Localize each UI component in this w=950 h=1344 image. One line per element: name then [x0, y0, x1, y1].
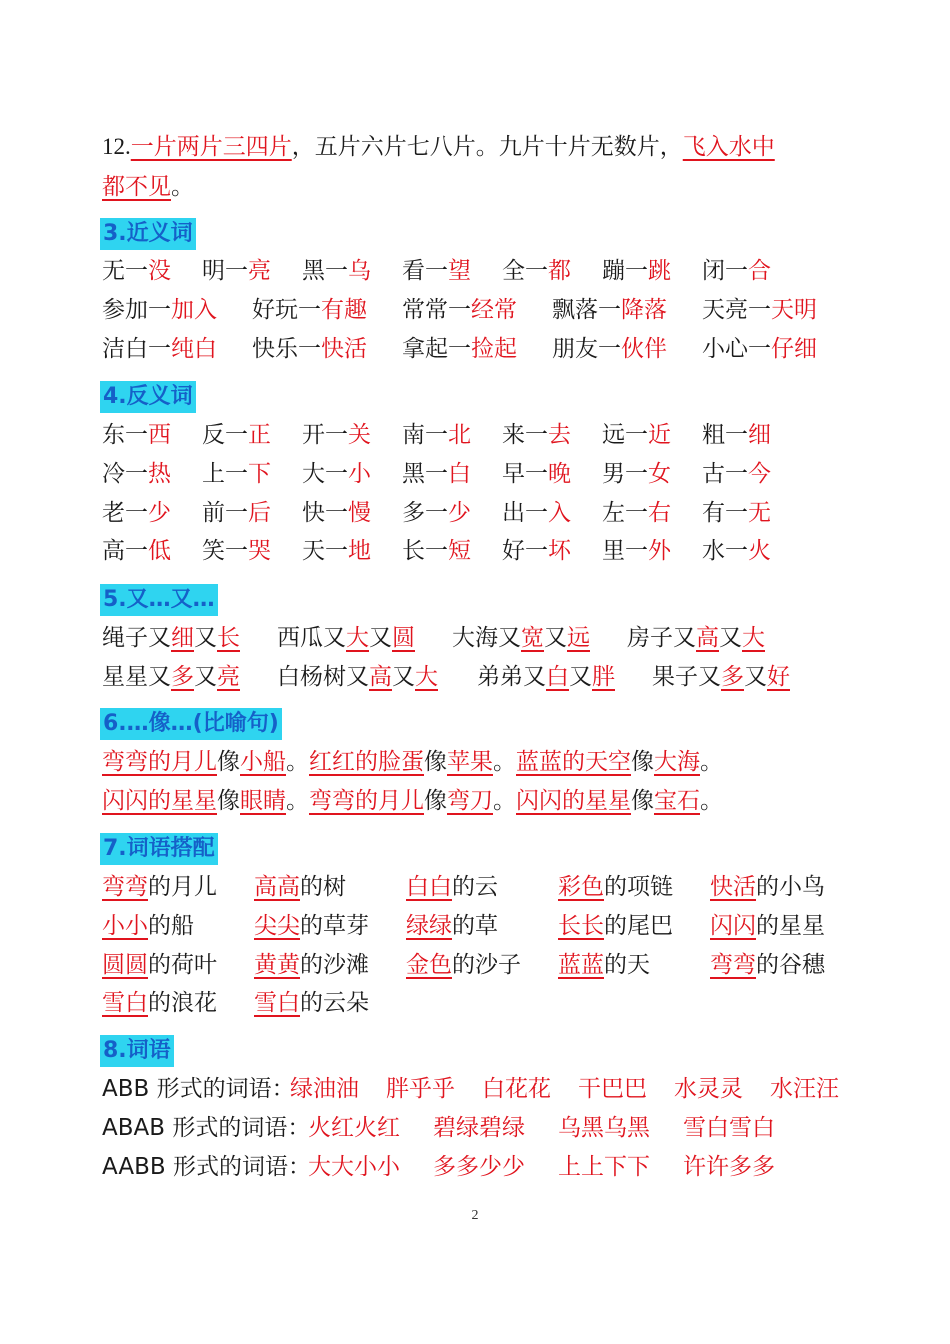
you-adj-2: 亮 — [217, 664, 240, 690]
antonym-word: 上一 — [202, 461, 248, 487]
synonym-pair — [102, 334, 217, 364]
collocation-modifier: 长长 — [558, 913, 604, 939]
synonym-answer: 有趣 — [321, 297, 367, 323]
antonym-word: 有一 — [702, 500, 748, 526]
you-subject: 房子又 — [627, 625, 696, 651]
you-adj-1: 细 — [171, 625, 194, 651]
you-phrase — [652, 662, 790, 692]
synonym-answer: 跳 — [648, 258, 671, 284]
word-form-item: 干巴巴 — [578, 1076, 647, 1102]
synonym-word: 蹦一 — [602, 258, 648, 284]
synonym-pair — [602, 256, 671, 286]
simile-object: 弯刀 — [447, 788, 493, 814]
you-connector: 又 — [194, 664, 217, 690]
collocation-noun: 的草芽 — [300, 913, 369, 939]
collocation-modifier: 快活 — [710, 874, 756, 900]
you-phrase — [452, 623, 590, 653]
antonym-pair — [502, 536, 571, 566]
synonym-pair — [702, 334, 817, 364]
antonym-word: 来一 — [502, 422, 548, 448]
you-subject: 弟弟又 — [477, 664, 546, 690]
you-adj-1: 多 — [721, 664, 744, 690]
synonym-word: 好玩一 — [252, 297, 321, 323]
antonym-pair — [302, 536, 371, 566]
poem-part3: 飞入水中 — [682, 134, 775, 160]
you-adj-1: 高 — [696, 625, 719, 651]
antonym-answer: 下 — [248, 461, 271, 487]
antonym-word: 黑一 — [402, 461, 448, 487]
collocation-item — [102, 911, 194, 941]
collocation-modifier: 蓝蓝 — [558, 952, 604, 978]
simile-line — [102, 786, 723, 816]
word-form-label: ABAB 形式的词语： — [102, 1115, 311, 1141]
collocation-item — [102, 950, 217, 980]
antonym-word: 南一 — [402, 422, 448, 448]
antonym-word: 高一 — [102, 538, 148, 564]
antonym-answer: 女 — [648, 461, 671, 487]
antonym-answer: 近 — [648, 422, 671, 448]
poem-part5: 。 — [171, 174, 194, 200]
antonym-pair — [402, 498, 471, 528]
antonym-word: 男一 — [602, 461, 648, 487]
collocation-item — [558, 950, 650, 980]
collocation-item — [406, 950, 521, 980]
synonym-word: 看一 — [402, 258, 448, 284]
word-form-item: 上上下下 — [558, 1154, 650, 1180]
simile-like: 像 — [424, 788, 447, 814]
antonym-answer: 后 — [248, 500, 271, 526]
collocation-noun: 的项链 — [604, 874, 673, 900]
synonym-word: 闭一 — [702, 258, 748, 284]
antonym-pair — [402, 420, 471, 450]
collocation-item — [102, 872, 217, 902]
antonym-word: 粗一 — [702, 422, 748, 448]
collocation-item — [558, 911, 673, 941]
antonym-answer: 慢 — [348, 500, 371, 526]
simile-period: 。 — [700, 788, 723, 814]
synonym-pair — [102, 256, 171, 286]
synonym-word: 常常一 — [402, 297, 471, 323]
antonym-answer: 右 — [648, 500, 671, 526]
poem-line-2 — [102, 172, 194, 202]
synonym-word: 黑一 — [302, 258, 348, 284]
collocation-modifier: 白白 — [406, 874, 452, 900]
simile-subject: 弯弯的月儿 — [309, 788, 424, 814]
antonym-pair — [202, 498, 271, 528]
antonym-pair — [702, 459, 771, 489]
simile-object: 苹果 — [447, 749, 493, 775]
antonym-answer: 热 — [148, 461, 171, 487]
you-adj-1: 高 — [369, 664, 392, 690]
synonym-answer: 快活 — [321, 336, 367, 362]
simile-object: 小船 — [240, 749, 286, 775]
antonym-pair — [102, 459, 171, 489]
you-connector: 又 — [369, 625, 392, 651]
heading-simile: 6.…像…(比喻句) — [100, 708, 282, 740]
collocation-modifier: 绿绿 — [406, 913, 452, 939]
you-phrase — [627, 623, 765, 653]
antonym-word: 老一 — [102, 500, 148, 526]
antonym-answer: 无 — [748, 500, 771, 526]
antonym-answer: 北 — [448, 422, 471, 448]
simile-period: 。 — [700, 749, 723, 775]
you-connector: 又 — [194, 625, 217, 651]
antonym-answer: 晚 — [548, 461, 571, 487]
antonym-answer: 去 — [548, 422, 571, 448]
you-adj-1: 宽 — [521, 625, 544, 651]
word-form-item: 火红火红 — [308, 1115, 400, 1141]
antonym-pair — [502, 498, 571, 528]
antonym-answer: 西 — [148, 422, 171, 448]
heading-you: 5.又…又… — [100, 584, 218, 616]
synonym-word: 洁白一 — [102, 336, 171, 362]
you-connector: 又 — [569, 664, 592, 690]
antonym-pair — [602, 459, 671, 489]
antonym-word: 早一 — [502, 461, 548, 487]
antonym-answer: 短 — [448, 538, 471, 564]
collocation-item — [710, 872, 825, 902]
you-phrase — [102, 662, 240, 692]
antonym-word: 前一 — [202, 500, 248, 526]
antonym-answer: 地 — [348, 538, 371, 564]
antonym-pair — [202, 420, 271, 450]
you-adj-2: 圆 — [392, 625, 415, 651]
poem-part2: ，五片六片七八片。九片十片无数片， — [291, 134, 683, 160]
antonym-pair — [502, 459, 571, 489]
synonym-answer: 天明 — [771, 297, 817, 323]
collocation-noun: 的云 — [452, 874, 498, 900]
synonym-pair — [402, 295, 517, 325]
synonym-word: 明一 — [202, 258, 248, 284]
antonym-word: 开一 — [302, 422, 348, 448]
antonym-pair — [702, 536, 771, 566]
antonym-word: 长一 — [402, 538, 448, 564]
antonym-word: 大一 — [302, 461, 348, 487]
poem-line-1 — [102, 132, 775, 162]
synonym-answer: 纯白 — [171, 336, 217, 362]
simile-subject: 蓝蓝的天空 — [516, 749, 631, 775]
antonym-answer: 外 — [648, 538, 671, 564]
synonym-pair — [102, 295, 217, 325]
synonym-answer: 亮 — [248, 258, 271, 284]
antonym-answer: 哭 — [248, 538, 271, 564]
collocation-noun: 的树 — [300, 874, 346, 900]
antonym-answer: 正 — [248, 422, 271, 448]
collocation-noun: 的小鸟 — [756, 874, 825, 900]
poem-part1: 一片两片三四片 — [130, 134, 292, 160]
collocation-item — [406, 872, 498, 902]
synonym-pair — [252, 295, 367, 325]
you-subject: 白杨树又 — [277, 664, 369, 690]
antonym-answer: 少 — [448, 500, 471, 526]
simile-period: 。 — [493, 788, 516, 814]
antonym-pair — [402, 536, 471, 566]
antonym-pair — [702, 420, 771, 450]
synonym-word: 快乐一 — [252, 336, 321, 362]
synonym-word: 参加一 — [102, 297, 171, 323]
collocation-modifier: 金色 — [406, 952, 452, 978]
collocation-modifier: 高高 — [254, 874, 300, 900]
antonym-word: 多一 — [402, 500, 448, 526]
simile-period: 。 — [493, 749, 516, 775]
you-subject: 西瓜又 — [277, 625, 346, 651]
collocation-modifier: 小小 — [102, 913, 148, 939]
simile-object: 宝石 — [654, 788, 700, 814]
synonym-pair — [302, 256, 371, 286]
simile-period: 。 — [286, 788, 309, 814]
antonym-pair — [202, 459, 271, 489]
collocation-item — [710, 950, 825, 980]
word-form-item: 大大小小 — [308, 1154, 400, 1180]
antonym-pair — [302, 420, 371, 450]
simile-like: 像 — [217, 749, 240, 775]
antonym-word: 笑一 — [202, 538, 248, 564]
you-connector: 又 — [392, 664, 415, 690]
simile-object: 大海 — [654, 749, 700, 775]
simile-like: 像 — [424, 749, 447, 775]
synonym-word: 飘落一 — [552, 297, 621, 323]
antonym-pair — [102, 536, 171, 566]
word-form-label: AABB 形式的词语： — [102, 1154, 311, 1180]
synonym-answer: 降落 — [621, 297, 667, 323]
you-phrase — [477, 662, 615, 692]
antonym-pair — [302, 459, 371, 489]
collocation-noun: 的浪花 — [148, 990, 217, 1016]
synonym-word: 天亮一 — [702, 297, 771, 323]
antonym-answer: 细 — [748, 422, 771, 448]
word-form-item: 白花花 — [482, 1076, 551, 1102]
collocation-noun: 的尾巴 — [604, 913, 673, 939]
page-number: 2 — [471, 1208, 479, 1223]
collocation-item — [102, 988, 217, 1018]
simile-subject: 闪闪的星星 — [516, 788, 631, 814]
word-form-item: 水灵灵 — [674, 1076, 743, 1102]
collocation-noun: 的天 — [604, 952, 650, 978]
collocation-modifier: 弯弯 — [102, 874, 148, 900]
synonym-pair — [402, 334, 517, 364]
you-phrase — [277, 623, 415, 653]
antonym-answer: 火 — [748, 538, 771, 564]
you-phrase — [277, 662, 438, 692]
synonym-answer: 捡起 — [471, 336, 517, 362]
antonym-word: 出一 — [502, 500, 548, 526]
collocation-noun: 的荷叶 — [148, 952, 217, 978]
antonym-answer: 入 — [548, 500, 571, 526]
word-form-item: 雪白雪白 — [683, 1115, 775, 1141]
antonym-word: 左一 — [602, 500, 648, 526]
heading-collocation: 7.词语搭配 — [100, 833, 218, 865]
antonym-pair — [302, 498, 371, 528]
antonym-answer: 今 — [748, 461, 771, 487]
you-phrase — [102, 623, 240, 653]
antonym-word: 古一 — [702, 461, 748, 487]
heading-antonyms: 4.反义词 — [100, 381, 196, 413]
antonym-pair — [502, 420, 571, 450]
collocation-noun: 的沙子 — [452, 952, 521, 978]
synonym-word: 全一 — [502, 258, 548, 284]
collocation-modifier: 尖尖 — [254, 913, 300, 939]
antonym-word: 快一 — [302, 500, 348, 526]
antonym-pair — [602, 420, 671, 450]
antonym-pair — [102, 498, 171, 528]
antonym-pair — [202, 536, 271, 566]
antonym-pair — [602, 498, 671, 528]
simile-like: 像 — [631, 788, 654, 814]
synonym-pair — [702, 256, 771, 286]
synonym-answer: 合 — [748, 258, 771, 284]
heading-synonyms: 3.近义词 — [100, 218, 196, 250]
synonym-answer: 都 — [548, 258, 571, 284]
simile-subject: 弯弯的月儿 — [102, 749, 217, 775]
you-adj-2: 大 — [742, 625, 765, 651]
you-adj-2: 长 — [217, 625, 240, 651]
synonym-pair — [252, 334, 367, 364]
you-subject: 星星又 — [102, 664, 171, 690]
you-connector: 又 — [719, 625, 742, 651]
collocation-item — [254, 988, 369, 1018]
synonym-answer: 伙伴 — [621, 336, 667, 362]
you-adj-2: 远 — [567, 625, 590, 651]
antonym-answer: 关 — [348, 422, 371, 448]
synonym-pair — [402, 256, 471, 286]
collocation-modifier: 黄黄 — [254, 952, 300, 978]
you-adj-2: 好 — [767, 664, 790, 690]
word-form-label: ABB 形式的词语： — [102, 1076, 295, 1102]
collocation-modifier: 雪白 — [102, 990, 148, 1016]
antonym-answer: 白 — [448, 461, 471, 487]
you-adj-2: 胖 — [592, 664, 615, 690]
collocation-item — [710, 911, 825, 941]
collocation-noun: 的星星 — [756, 913, 825, 939]
antonym-pair — [402, 459, 471, 489]
collocation-noun: 的船 — [148, 913, 194, 939]
you-adj-1: 大 — [346, 625, 369, 651]
collocation-item — [558, 872, 673, 902]
simile-like: 像 — [631, 749, 654, 775]
heading-words: 8.词语 — [100, 1035, 174, 1067]
you-adj-1: 白 — [546, 664, 569, 690]
poem-number: 12. — [102, 134, 131, 159]
antonym-answer: 少 — [148, 500, 171, 526]
collocation-noun: 的沙滩 — [300, 952, 369, 978]
word-form-item: 绿油油 — [290, 1076, 359, 1102]
antonym-pair — [102, 420, 171, 450]
collocation-noun: 的草 — [452, 913, 498, 939]
synonym-word: 拿起一 — [402, 336, 471, 362]
antonym-answer: 小 — [348, 461, 371, 487]
synonym-answer: 望 — [448, 258, 471, 284]
simile-object: 眼睛 — [240, 788, 286, 814]
collocation-modifier: 弯弯 — [710, 952, 756, 978]
collocation-item — [406, 911, 498, 941]
word-form-item: 碧绿碧绿 — [433, 1115, 525, 1141]
antonym-pair — [702, 498, 771, 528]
you-connector: 又 — [744, 664, 767, 690]
antonym-pair — [602, 536, 671, 566]
you-adj-1: 多 — [171, 664, 194, 690]
collocation-modifier: 雪白 — [254, 990, 300, 1016]
collocation-noun: 的月儿 — [148, 874, 217, 900]
synonym-pair — [502, 256, 571, 286]
collocation-item — [254, 950, 369, 980]
antonym-word: 冷一 — [102, 461, 148, 487]
simile-subject: 红红的脸蛋 — [309, 749, 424, 775]
collocation-modifier: 圆圆 — [102, 952, 148, 978]
poem-part4: 都不见 — [102, 174, 171, 200]
collocation-modifier: 彩色 — [558, 874, 604, 900]
synonym-word: 小心一 — [702, 336, 771, 362]
you-adj-2: 大 — [415, 664, 438, 690]
synonym-answer: 乌 — [348, 258, 371, 284]
antonym-answer: 坏 — [548, 538, 571, 564]
antonym-word: 水一 — [702, 538, 748, 564]
collocation-noun: 的云朵 — [300, 990, 369, 1016]
word-form-item: 胖乎乎 — [386, 1076, 455, 1102]
you-connector: 又 — [544, 625, 567, 651]
synonym-pair — [552, 334, 667, 364]
word-form-item: 乌黑乌黑 — [558, 1115, 650, 1141]
collocation-modifier: 闪闪 — [710, 913, 756, 939]
simile-subject: 闪闪的星星 — [102, 788, 217, 814]
collocation-item — [254, 872, 346, 902]
synonym-answer: 仔细 — [771, 336, 817, 362]
simile-period: 。 — [286, 749, 309, 775]
antonym-answer: 低 — [148, 538, 171, 564]
antonym-word: 好一 — [502, 538, 548, 564]
collocation-noun: 的谷穗 — [756, 952, 825, 978]
antonym-word: 反一 — [202, 422, 248, 448]
simile-like: 像 — [217, 788, 240, 814]
synonym-pair — [702, 295, 817, 325]
synonym-answer: 经常 — [471, 297, 517, 323]
synonym-answer: 没 — [148, 258, 171, 284]
antonym-word: 里一 — [602, 538, 648, 564]
word-form-item: 水汪汪 — [770, 1076, 839, 1102]
word-form-item: 许许多多 — [683, 1154, 775, 1180]
antonym-word: 天一 — [302, 538, 348, 564]
antonym-word: 东一 — [102, 422, 148, 448]
synonym-pair — [552, 295, 667, 325]
antonym-word: 远一 — [602, 422, 648, 448]
you-subject: 绳子又 — [102, 625, 171, 651]
synonym-answer: 加入 — [171, 297, 217, 323]
word-form-item: 多多少少 — [433, 1154, 525, 1180]
synonym-word: 无一 — [102, 258, 148, 284]
collocation-item — [254, 911, 369, 941]
synonym-word: 朋友一 — [552, 336, 621, 362]
simile-line — [102, 747, 723, 777]
you-subject: 大海又 — [452, 625, 521, 651]
you-subject: 果子又 — [652, 664, 721, 690]
synonym-pair — [202, 256, 271, 286]
